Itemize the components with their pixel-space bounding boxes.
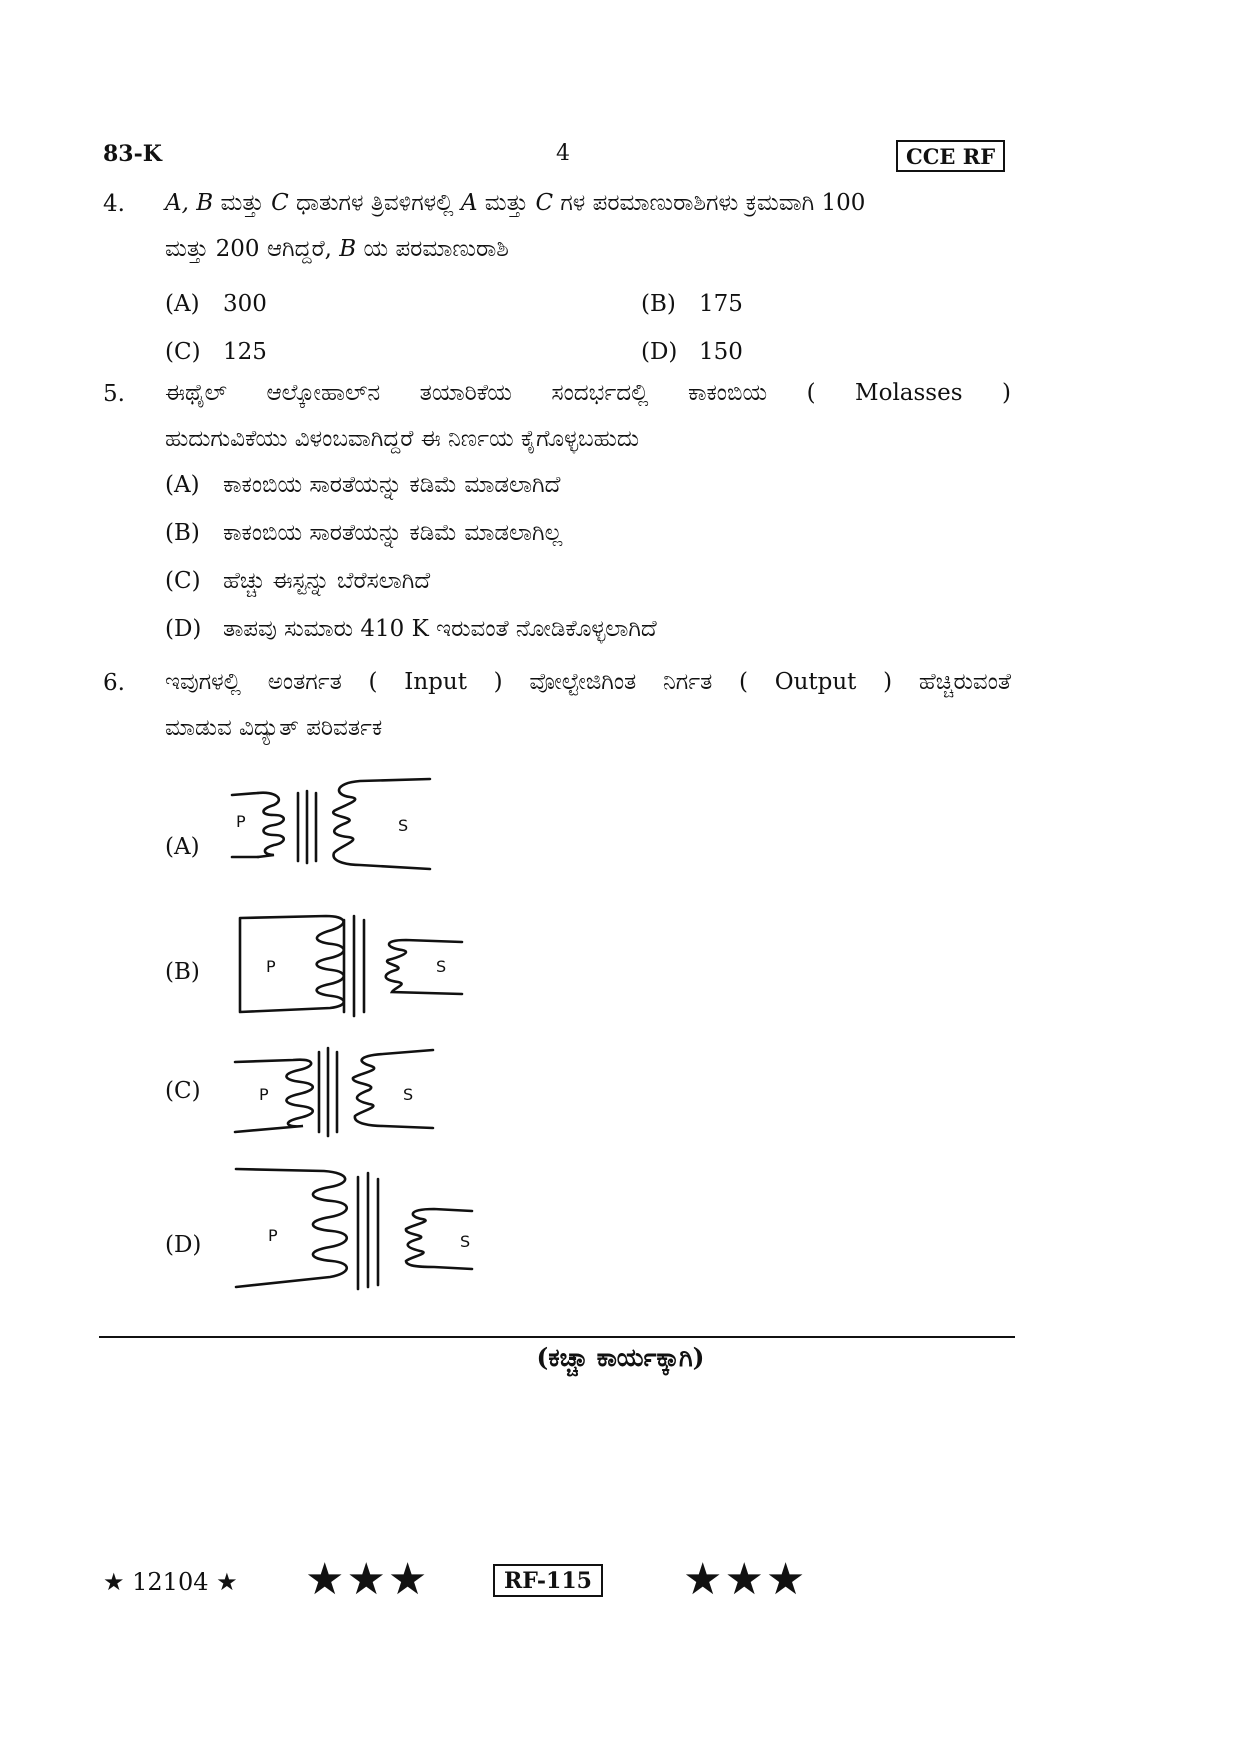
rough-work-label: (ಕಚ್ಚಾ ಕಾರ್ಯಕ್ಕಾಗಿ) [536, 1343, 705, 1372]
text-fragment: ಧಾತುಗಳ ತ್ರಿವಳಿಗಳಲ್ಲಿ [288, 190, 461, 216]
question-line: ಹುದುಗುವಿಕೆಯು ವಿಳಂಬವಾಗಿದ್ದರೆ ಈ ನಿರ್ಣಯ ಕೈಗೊಳ್ಳಬಹುದು [165, 426, 640, 452]
option-d [165, 616, 657, 642]
text-fragment: B [339, 236, 357, 262]
secondary-coil [333, 779, 430, 869]
text-fragment: ಮತ್ತು [213, 190, 272, 216]
option-label: (A) [165, 472, 200, 498]
option-b [641, 291, 743, 317]
option-text: 150 [699, 339, 743, 365]
question-text [165, 180, 1011, 272]
paper-code: 83-K [103, 141, 162, 167]
question-number: 4. [103, 191, 125, 217]
secondary-label: S [403, 1085, 414, 1104]
primary-label: P [236, 812, 246, 831]
option-text: 300 [223, 291, 267, 317]
question-line: ಇವುಗಳಲ್ಲಿ ಅಂತರ್ಗತ ( Input ) ವೋಲ್ಟೇಜಿಗಿಂತ ನಿರ್ಗತ ( Output ) ಹೆಚ್ಚಿರುವಂತೆ [165, 669, 1011, 695]
question-line: ಈಥೈಲ್ ಆಲ್ಕೋಹಾಲ್‌ನ ತಯಾರಿಕೆಯ ಸಂದರ್ಭದಲ್ಲಿ ಕಾಕಂಬಿಯ ( Molasses ) [165, 380, 1011, 406]
option-label: (A) [165, 291, 200, 317]
transformer-diagram-a [230, 777, 430, 887]
primary-coil [240, 916, 344, 1012]
option-a [165, 472, 560, 498]
option-a-label: (A) [165, 834, 200, 860]
stars-left: ★★★ [305, 1554, 430, 1605]
option-text: 125 [223, 339, 267, 365]
option-d [641, 339, 743, 365]
question-number: 5. [103, 381, 125, 407]
page-number: 4 [556, 141, 570, 166]
option-text: 175 [699, 291, 743, 317]
text-fragment: ಮತ್ತು 200 ಆಗಿದ್ದರೆ, [165, 236, 340, 262]
option-d-label: (D) [165, 1232, 202, 1258]
option-text: ಹೆಚ್ಚು ಈಸ್ಟನ್ನು ಬೆರೆಸಲಾಗಿದೆ [223, 568, 431, 594]
primary-label: P [268, 1226, 278, 1245]
option-label: (C) [165, 339, 201, 365]
text-fragment: A, B [165, 190, 214, 216]
text-fragment: ಯ ಪರಮಾಣುರಾಶಿ [356, 236, 509, 262]
secondary-coil [353, 1050, 433, 1128]
transformer-diagram-b [236, 912, 466, 1022]
question-line [165, 226, 1011, 272]
question-text [165, 370, 1011, 462]
option-text: ಕಾಕಂಬಿಯ ಸಾರತೆಯನ್ನು ಕಡಿಮೆ ಮಾಡಲಾಗಿಲ್ಲ [223, 520, 563, 546]
secondary-label: S [398, 816, 409, 835]
secondary-label: S [436, 957, 447, 976]
question-line: ಮಾಡುವ ವಿದ್ಯುತ್ ಪರಿವರ್ತಕ [165, 715, 383, 741]
transformer-diagram-c [233, 1046, 443, 1138]
option-text: ತಾಪವು ಸುಮಾರು 410 K ಇರುವಂತೆ ನೋಡಿಕೊಳ್ಳಲಾಗಿದೆ [223, 616, 657, 642]
serial-number: ★ 12104 ★ [103, 1568, 238, 1596]
question-number: 6. [103, 670, 125, 696]
option-b [165, 520, 562, 546]
option-c-label: (C) [165, 1078, 201, 1104]
primary-coil [236, 1169, 347, 1287]
text-fragment: C [535, 190, 554, 216]
question-line [165, 180, 1011, 226]
option-c [165, 339, 267, 365]
option-label: (B) [165, 520, 200, 546]
option-label: (D) [641, 339, 678, 365]
text-fragment: ಗಳ ಪರಮಾಣುರಾಶಿಗಳು ಕ್ರಮವಾಗಿ 100 [553, 190, 866, 216]
option-c [165, 568, 430, 594]
question-text [165, 659, 1011, 751]
primary-coil [235, 1060, 313, 1132]
cce-badge: CCE RF [896, 140, 1005, 172]
text-fragment: C [271, 190, 289, 216]
option-label: (B) [641, 291, 676, 317]
primary-coil-turns [258, 793, 284, 857]
secondary-coil [386, 940, 462, 994]
option-a [165, 291, 267, 317]
option-label: (D) [165, 616, 202, 642]
option-label: (C) [165, 568, 201, 594]
secondary-label: S [460, 1232, 471, 1251]
rf-code-badge: RF-115 [493, 1564, 603, 1597]
primary-label: P [259, 1085, 269, 1104]
primary-label: P [266, 957, 276, 976]
option-b-label: (B) [165, 959, 200, 985]
option-text: ಕಾಕಂಬಿಯ ಸಾರತೆಯನ್ನು ಕಡಿಮೆ ಮಾಡಲಾಗಿದೆ [223, 472, 561, 498]
stars-right: ★★★ [683, 1554, 808, 1605]
transformer-diagram-d [234, 1163, 484, 1293]
text-fragment: ಮತ್ತು [477, 190, 536, 216]
divider-line [99, 1336, 1015, 1338]
text-fragment: A [460, 190, 478, 216]
